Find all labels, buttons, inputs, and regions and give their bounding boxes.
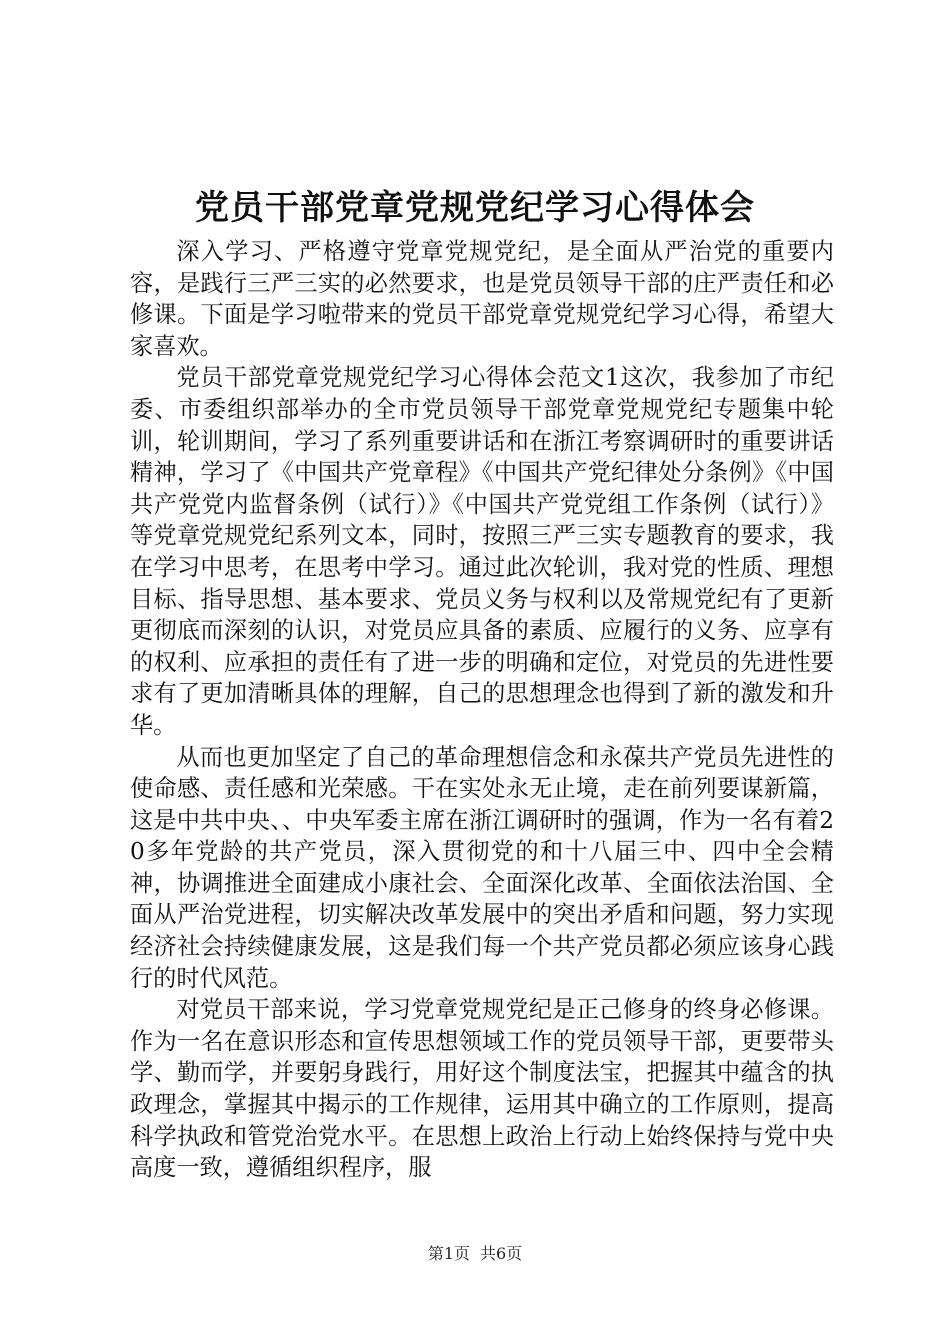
document-body bbox=[130, 236, 834, 1184]
paragraph-1: 党员干部党章党规党纪学习心得体会范文1这次，我参加了市纪委、市委组织部举办的全市党员领导干部党章党规党纪专题集中轮训，轮训期间，学习了系列重要讲话和在浙江考察调研时的重要讲话精神，学习了《中国共产党章程》《中国共产党纪律处分条例》《中国共产党党内监督条例（试行）》《中国共产党党组工作条例（试行）》等党章党规党纪系列文本，同时，按照三严三实专题教育的要求，我在学习中思考，在思考中学习。通过此次轮训，我对党的性质、理想目标、指导思想、基本要求、党员义务与权利以及常规党纪有了更新更彻底而深刻的认识，对党员应具备的素质、应履行的义务、应享有的权利、应承担的责任有了进一步的明确和定位，对党员的先进性要求有了更加清晰具体的理解，自己的思想理念也得到了新的激发和升华。 bbox=[130, 364, 834, 739]
page-total: 共6页 bbox=[480, 1244, 523, 1263]
page-footer bbox=[0, 1244, 950, 1264]
paragraph-intro: 深入学习、严格遵守党章党规党纪，是全面从严治党的重要内容，是践行三严三实的必然要求，也是党员领导干部的庄严责任和必修课。下面是学习啦带来的党员干部党章党规党纪学习心得，希望大家喜欢。 bbox=[130, 238, 834, 360]
paragraph-3: 对党员干部来说，学习党章党规党纪是正己修身的终身必修课。作为一名在意识形态和宣传思想领域工作的党员领导干部，更要带头学、勤而学，并要躬身践行，用好这个制度法宝，把握其中蕴含的执政理念，掌握其中揭示的工作规律，运用其中确立的工作原则，提高科学执政和管党治党水平。在思想上政治上行动上始终保持与党中央高度一致，遵循组织程序，服 bbox=[130, 996, 834, 1182]
paragraph-2: 从而也更加坚定了自己的革命理想信念和永葆共产党员先进性的使命感、责任感和光荣感。干在实处永无止境，走在前列要谋新篇，这是中共中央、、中央军委主席在浙江调研时的强调，作为一名有着20多年党龄的共产党员，深入贯彻党的和十八届三中、四中全会精神，协调推进全面建成小康社会、全面深化改革、全面依法治国、全面从严治党进程，切实解决改革发展中的突出矛盾和问题，努力实现经济社会持续健康发展，这是我们每一个共产党员都必须应该身心践行的时代风范。 bbox=[130, 743, 834, 992]
page-number: 第1页 bbox=[427, 1244, 470, 1263]
document-title: 党员干部党章党规党纪学习心得体会 bbox=[195, 188, 755, 228]
